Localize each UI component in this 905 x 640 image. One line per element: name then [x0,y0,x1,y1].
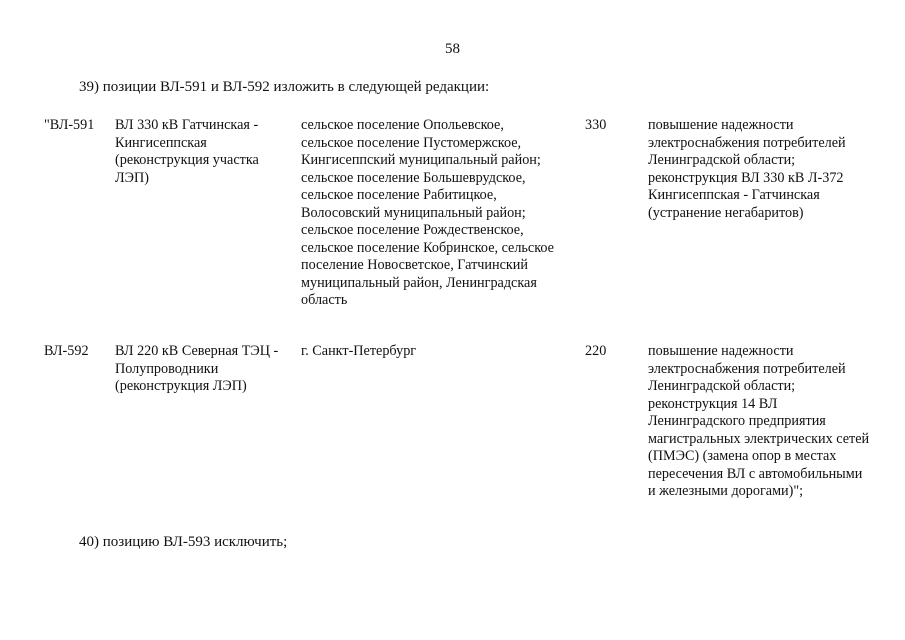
row-location: г. Санкт-Петербург [301,343,417,359]
row-purpose: повышение надежности электроснабжения потребителей Ленинградской области; реконструкция ВЛ 330 кВ Л-372 Кингисеппская - Гатчинская (устранение негабаритов) [648,117,846,221]
intro-paragraph: 39) позиции ВЛ-591 и ВЛ-592 изложить в следующей редакции: [79,79,490,95]
row-purpose: повышение надежности электроснабжения потребителей Ленинградской области; реконструкция 14 ВЛ Ленинградского предприятия магистральных электрических сетей (ПМЭС) (замена опор в местах пересечения ВЛ с автомобильными и железными дорогами)"; [648,343,870,499]
row-code: "ВЛ-591 [44,117,95,133]
row-location: сельское поселение Опольевское, сельское поселение Пустомержское, Кингисеппский муниципальный район; сельское поселение Большеврудское, сельское поселение Рабитицкое, Волосовский муниципальный район; сельское поселение Рождественское, сельское поселение Кобринское, сельское поселение Новосветское, Гатчинский муниципальный район, Ленинградская область [301,117,554,308]
row-code: ВЛ-592 [44,343,89,359]
row-voltage: 330 [585,117,607,133]
outro-paragraph: 40) позицию ВЛ-593 исключить; [79,534,288,550]
row-voltage: 220 [585,343,607,359]
page-number: 58 [445,41,460,57]
row-name: ВЛ 330 кВ Гатчинская - Кингисеппская (реконструкция участка ЛЭП) [115,117,259,186]
row-name: ВЛ 220 кВ Северная ТЭЦ - Полупроводники (реконструкция ЛЭП) [115,343,279,394]
